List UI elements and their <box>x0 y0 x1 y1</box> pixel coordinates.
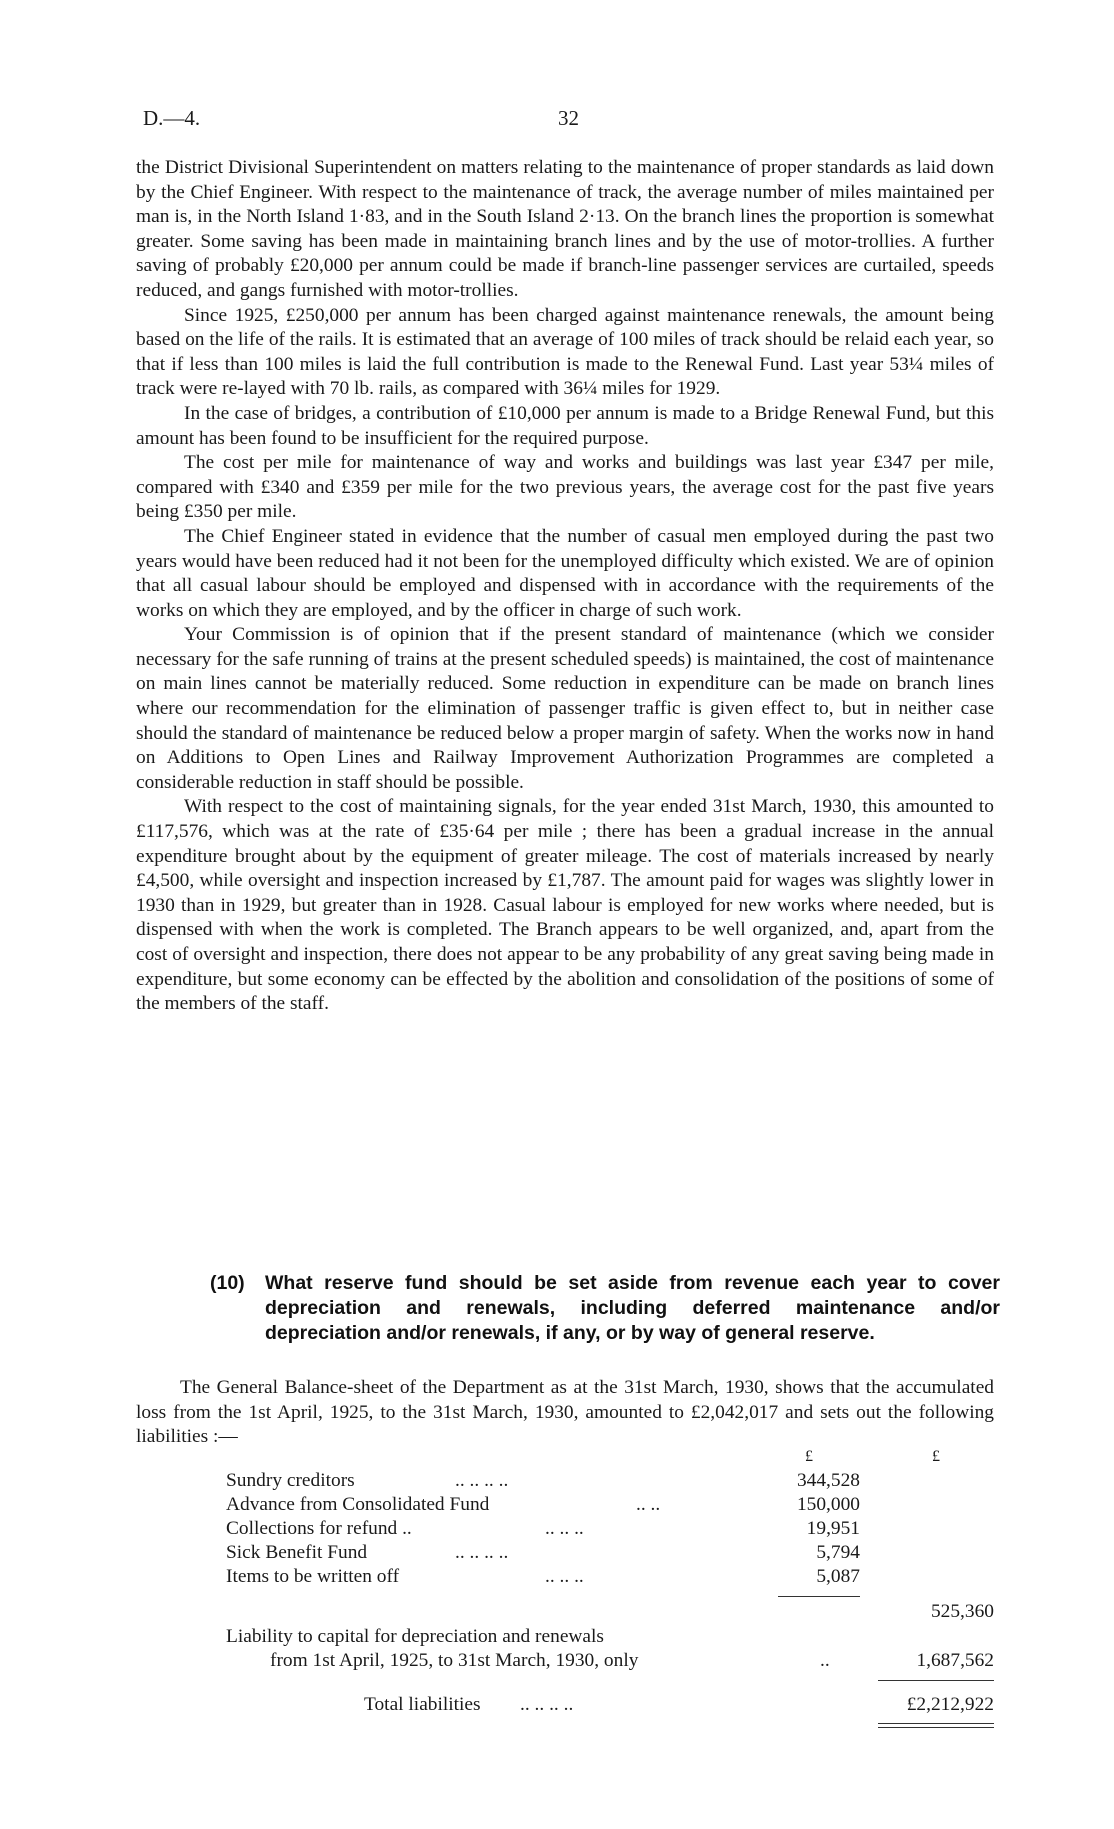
row-amount: 5,087 <box>816 1566 860 1587</box>
currency-header-2: £ <box>932 1448 940 1465</box>
row-leader: .. .. .. <box>545 1518 584 1539</box>
table-row <box>0 1470 1114 1494</box>
total-rule-top <box>878 1680 994 1681</box>
total-rule-double-2 <box>878 1727 994 1728</box>
total-label: Total liabilities <box>364 1694 481 1715</box>
paragraph-3: In the case of bridges, a contribution of £10,000 per annum is made to a Bridge Renewal Fund, but this amount has been found to be insufficient for the required purpose. <box>136 402 994 449</box>
row-leader: .. .. .. .. <box>520 1694 574 1715</box>
row-leader: .. .. <box>636 1494 661 1515</box>
row-leader: .. .. .. .. <box>455 1542 509 1563</box>
table-row <box>0 1494 1114 1518</box>
capital-liability-label-1: Liability to capital for depreciation and renewals <box>226 1626 604 1647</box>
table-row <box>0 1542 1114 1566</box>
paragraph-6: Your Commission is of opinion that if the present standard of maintenance (which we consider necessary for the safe running of trains at the present scheduled speeds) is maintained, the cost of maintenance on main lines cannot be materially reduced. Some reduction in expenditure can be made on branch lines where our recommendation for the elimination of passenger traffic is given effect to, but in neither case should the standard of maintenance be reduced below a proper margin of safety. When the works now in hand on Additions to Open Lines and Railway Improvement Authorization Programmes are completed a considerable reduction in staff should be possible. <box>136 624 994 793</box>
row-leader: .. .. .. .. <box>455 1470 509 1491</box>
balance-sheet-intro <box>136 1376 994 1450</box>
subtotal-amount: 525,360 <box>930 1601 994 1622</box>
capital-liability-label-2: from 1st April, 1925, to 31st March, 1930, only <box>270 1650 639 1671</box>
section-title: What reserve fund should be set aside from revenue each year to cover depreciation and renewals, including deferred maintenance and/or depreciation and/or renewals, if any, or by way of general reserve. <box>265 1272 1000 1344</box>
row-label: Items to be written off <box>226 1566 400 1587</box>
row-label: Advance from Consolidated Fund <box>226 1494 490 1515</box>
paragraph-4: The cost per mile for maintenance of way and works and buildings was last year £347 per mile, compared with £340 and £359 per mile for the two previous years, the average cost for the past five years being £350 per mile. <box>136 452 994 523</box>
row-label: Sick Benefit Fund <box>226 1542 368 1563</box>
subtotal-rule <box>778 1596 860 1597</box>
capital-liability-line-1 <box>0 1626 1114 1650</box>
table-row <box>0 1566 1114 1590</box>
table-row <box>0 1518 1114 1542</box>
paragraph-2: Since 1925, £250,000 per annum has been charged against maintenance renewals, the amount being based on the life of the rails. It is estimated that an average of 100 miles of track should be relaid each year, so that if less than 100 miles is laid the full contribution is made to the Renewal Fund. Last year 53¼ miles of track were re-layed with 70 lb. rails, as compared with 36¼ miles for 1929. <box>136 304 994 400</box>
body-text <box>136 156 994 1017</box>
row-amount: 5,794 <box>816 1542 860 1563</box>
row-leader: .. <box>820 1650 830 1671</box>
total-amount: £2,212,922 <box>906 1694 994 1715</box>
section-heading <box>210 1271 1000 1346</box>
page-number: 32 <box>558 106 579 130</box>
section-number: (10) <box>210 1272 245 1294</box>
row-amount: 19,951 <box>806 1518 860 1539</box>
document-reference: D.—4. <box>143 106 201 130</box>
row-amount: 344,528 <box>796 1470 860 1491</box>
paragraph-7: With respect to the cost of maintaining signals, for the year ended 31st March, 1930, this amounted to £117,576, which was at the rate of £35·64 per mile ; there has been a gradual increase in the annual expenditure brought about by the equipment of greater mileage. The cost of materials increased by nearly £4,500, while oversight and inspection increased by £1,787. The amount paid for wages was slightly lower in 1930 than in 1929, but greater than in 1928. Casual labour is employed for new works where needed, but is dispensed with when the work is completed. The Branch appears to be well organized, and, apart from the cost of oversight and inspection, there does not appear to be any probability of any great saving being made in expenditure, but some economy can be effected by the abolition and consolidation of the positions of some of the members of the staff. <box>136 796 994 1015</box>
capital-liability-amount: 1,687,562 <box>916 1650 994 1671</box>
total-row <box>0 1694 1114 1718</box>
paragraph-1: the District Divisional Superintendent on matters relating to the maintenance of proper standards as laid down by the Chief Engineer. With respect to the maintenance of track, the average number of miles maintained per man is, in the North Island 1·83, and in the South Island 2·13. On the branch lines the proportion is somewhat greater. Some saving has been made in maintaining branch lines and by the use of motor-trollies. A further saving of probably £20,000 per annum could be made if branch-line passenger services are curtailed, speeds reduced, and gangs furnished with motor-trollies. <box>136 157 994 301</box>
total-rule-double-1 <box>878 1723 994 1724</box>
capital-liability-line-2 <box>0 1650 1114 1674</box>
row-amount: 150,000 <box>796 1494 860 1515</box>
row-label: Collections for refund .. <box>226 1518 412 1539</box>
row-leader: .. .. .. <box>545 1566 584 1587</box>
row-label: Sundry creditors <box>226 1470 355 1491</box>
currency-header-1: £ <box>805 1448 813 1465</box>
paragraph-5: The Chief Engineer stated in evidence that the number of casual men employed during the past two years would have been reduced had it not been for the unemployed difficulty which existed. We are of opinion that all casual labour should be employed and dispensed with in accordance with the requirements of the works on which they are employed, and by the officer in charge of such work. <box>136 525 994 621</box>
intro-paragraph: The General Balance-sheet of the Department as at the 31st March, 1930, shows that the accumulated loss from the 1st April, 1925, to the 31st March, 1930, amounted to £2,042,017 and sets out the following liabilities :— <box>136 1377 994 1448</box>
